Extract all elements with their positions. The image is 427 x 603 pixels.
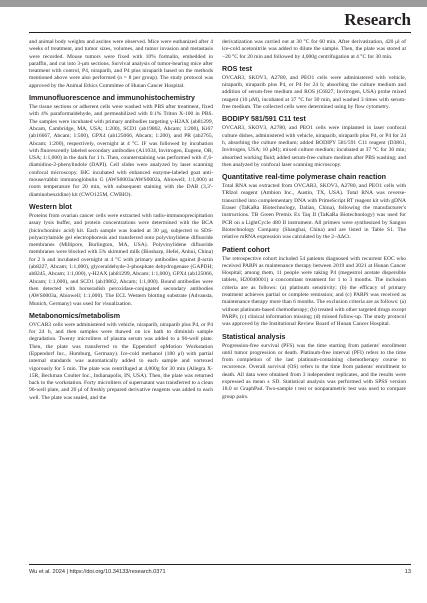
left-column: [29, 39, 213, 402]
heading-metabonomics: Metabonomics/metabolism: [29, 311, 121, 320]
paragraph-patient-cohort: The retrospective cohort included 54 patients diagnosed with recurrent EOC who received PARPi as maintenance therapy between 2019 and 2021 at Hunan Cancer Hospital; among them, 11 people were taking P4 (megestrol acetate dispersible tablets, H20040001) a concomitant treatment for 1 to 3 months. The inclusion criteria are as follows: (a) platinum sensitivity; (b) the efficacy of primary treatment achieves partial or complete remission; and (c) PARPi was received as maintenance therapy more than 6 months. The exclusion criteria are as follows: (a) without platinum-based chemotherapy; (b) treated with other targeted drugs except PARPi; (c) clinical information missing; (d) missed follow-up. The study protocol was approved by the Institutional Review Board of Hunan Cancer Hospital.: [222, 255, 406, 328]
footer-rule: [29, 564, 411, 565]
paragraph-metabonomics: OVCAR3 cells were administered with vehicle, niraparib, niraparib plus P4, or P4 for 24 h, and then samples were thawed on ice bath to diminish sample degradation. Twenty microliters of plasma serum was added to a 96-well plate. Then, the plate was transferred to the Eppendorf epMotion Workstation (Eppendorf Inc., Humburg, Germany). Ice-cold methanol (180 μl) with partial internal standards was automatically added to each sample and vortexed vigorously for 5 min. The plate was centrifuged at 4,000g for 30 min (Allegra X-15R, Beckman Coulter Inc., Indianapolis, IN, USA). Then, the plate was returned back to the workstation. Forty microliters of supernatant was transferred to a clean 96-well plate, and 20 μl of freshly prepared derivative reagents was added to each well. The plate was sealed, and the: [29, 321, 213, 401]
journal-title: Research: [344, 10, 411, 29]
header-rule: [29, 32, 411, 33]
heading-ros-test: ROS test: [222, 64, 252, 73]
right-column: [222, 39, 406, 401]
heading-bodipy-test: BODIPY 581/591 C11 test: [222, 115, 306, 124]
paragraph-western-blot: Proteins from ovarian cancer cells were extracted with radio-immunoprecipitation assay lysis buffer, and protein concentrations were determined with the BCA (bicinchoninic acid) kit. Each sample was loaded at 30 μg, subjected to SDS-polyacrylamide gel electrophoresis and transferred onto polyvinylidene difluoride membranes (Millipore, Burlington, MA, USA). Polyvinylidene difluoride membranes were blocked with 5% skimmed milk (Biosharp, Hefei, Anhui, China) for 2 h and incubated overnight at 4 °C with primary antibodies against β-actin (ab8227, Abcam; 1:1,000), glyceraldehyde-3-phosphate dehydrogenase (GAPDH; ab8245, Abcam; 1:1,000), γ-H2AX (ab81299, Abcam; 1:1,000), GPX4 (ab125066, Abcam; 1:1,000), and SCD1 (ab19862, Abcam; 1:1,000). Bound antibodies were then detected with horseradish peroxidase-conjugated secondary antibodies (AWS0003a, Abiowell; 1:1,000). The ECL Western blotting substrate (Advansta, Munich, Germany) was used for visualization.: [29, 212, 213, 307]
paragraph-qpcr: Total RNA was extracted from OVCAR3, SKOV3, A2780, and PEO1 cells with TRIzol reagent (Ambion Inc., Austin, TX, USA). Total RNA was reverse-transcribed into complementary DNA with PrimeScript RT reagent kit with gDNA Eraser (TaKaRa Biotechnology, Dalian, China), following the manufacturer's instructions. TB Green Premix Ex Taq II (TaKaRa Biotechnology) was used for PCR on a LightCycle 480 II instrument. All primers were synthesized by Sangon Biotechnology Company (Shanghai, China) and are listed in Table S1. The relative mRNA expression was calculated by the 2−ΔΔCt.: [222, 183, 406, 241]
heading-qpcr: Quantitative real-time polymerase chain reaction: [222, 173, 387, 182]
heading-western-blot: Western blot: [29, 202, 72, 211]
paragraph-derivatization: derivatization was carried out at 30 °C for 60 min. After derivatization, 420 μl of ice-cold acetonitrile was added to dilute the sample. Then, the plate was stored at −20 °C for 20 min and followed by 4,000g centrifugation at 4 °C for 30 min.: [222, 39, 406, 60]
heading-patient-cohort: Patient cohort: [222, 245, 270, 254]
top-color-bar: [0, 0, 427, 7]
paragraph-ros-test: OVCAR3, SKOV3, A2780, and PEO1 cells were administered with vehicle, niraparib, niraparib plus P4, or P4 for 24 h; absorbing the culture medium and addition of serum-free medium and ROS (C6827, Invitrogen, USA) probe mixed reagent (10 μM), incubated at 37 °C for 30 min, and washed 3 times with serum-free medium. The collected cells were determined using by flow cytometry.: [222, 74, 406, 111]
paragraph-immunofluorescence: The tissue sections or adherent cells were washed with PBS after treatment, fixed with 4% paraformaldehyde, and permeabilized with 0.1% Triton X-100 in PBS. The samples were incubated with primary antibodies targeting γ-H2AX (ab81299, Abcam, Cambridge, MA, USA; 1:200), SCD1 (ab19862, Abcam; 1:200), Ki67 (ab16667, Abcam; 1:500), GPX4 (ab125066, Abcam; 1:200), and PR (ab2765, Abcam; 1:200), respectively, overnight at 4 °C. IF was followed by incubation with fluorescently labeled secondary antibodies (A11034, Invitrogen, Eugene, OR, USA; 1:1,000) in the dark for 1 h. Then, counterstaining was performed with 4′,6-diamidino-2-phenylindole (DAPI). Cell slides were analyzed by laser scanning confocal microscopy. IHC incubated with enhanced enzyme-labeled goat anti-mouse/rabbit immunoglobulin G (AWS0003a/AWS0002a, Abiowell; 1:1,000) at room temperature for 20 min, with subsequent staining with the DAB (3,3′-diaminobenzidine) kit (CWO125M, CWBIO).: [29, 104, 213, 198]
heading-immunofluorescence: Immunofluorescence and immunohistochemistry: [29, 94, 195, 103]
heading-statistical-analysis: Statistical analysis: [222, 332, 286, 341]
paragraph-animal-study: and animal body weights and ascites were observed. Mice were euthanized after 4 weeks of treatment, and tumor sizes, volumes, and tumor invasion and metastasis were recorded. Mouse tumors were fixed with 10% formalin, embedded in paraffin, and cut into 3-μm sections. Survival analysis of tumor-bearing mice after treatment with control, P4, niraparib, and P4 plus niraparib based on the methods mentioned above were also performed (n = 8 per group). The study protocol was approved by the Animal Ethics Committee of Hunan Cancer Hospital.: [29, 39, 213, 89]
paragraph-statistical-analysis: Progression-free survival (PFS) was the time starting from patients' enrollment until tumor progression or death. Platinum-free interval (PFI) refers to the time from completion of the last platinum-containing chemotherapy course to recurrence. Overall survival (OS) refers to the time from patients' enrollment to death. All data were obtained from 3 independent replicates, and the results were expressed as mean ± SD. Statistical analysis was performed with SPSS version 18.0 or GraphPad. Two-sample t test or nonparametric test was used to compare group pairs.: [222, 342, 406, 400]
paragraph-bodipy-test: OVCAR3, SKOV3, A2780, and PEO1 cells were implanted in laser confocal culture dishes, administered with vehicle, niraparib, niraparib plus P4, or P4 for 24 h, absorbing the culture medium; added BODIPY 581/591 C11 reagent (D3861, Invitrogen, USA; 10 μM); mixed culture medium; incubated at 37 °C for 30 min; absorbed working fluid; added serum-free culture medium after PBS washing; and then analyzed by confocal laser scanning microscopy.: [222, 125, 406, 168]
page-number: 13: [404, 569, 411, 575]
footer-citation: Wu et al. 2024 | https://doi.org/10.34133/research.0371: [29, 569, 166, 575]
